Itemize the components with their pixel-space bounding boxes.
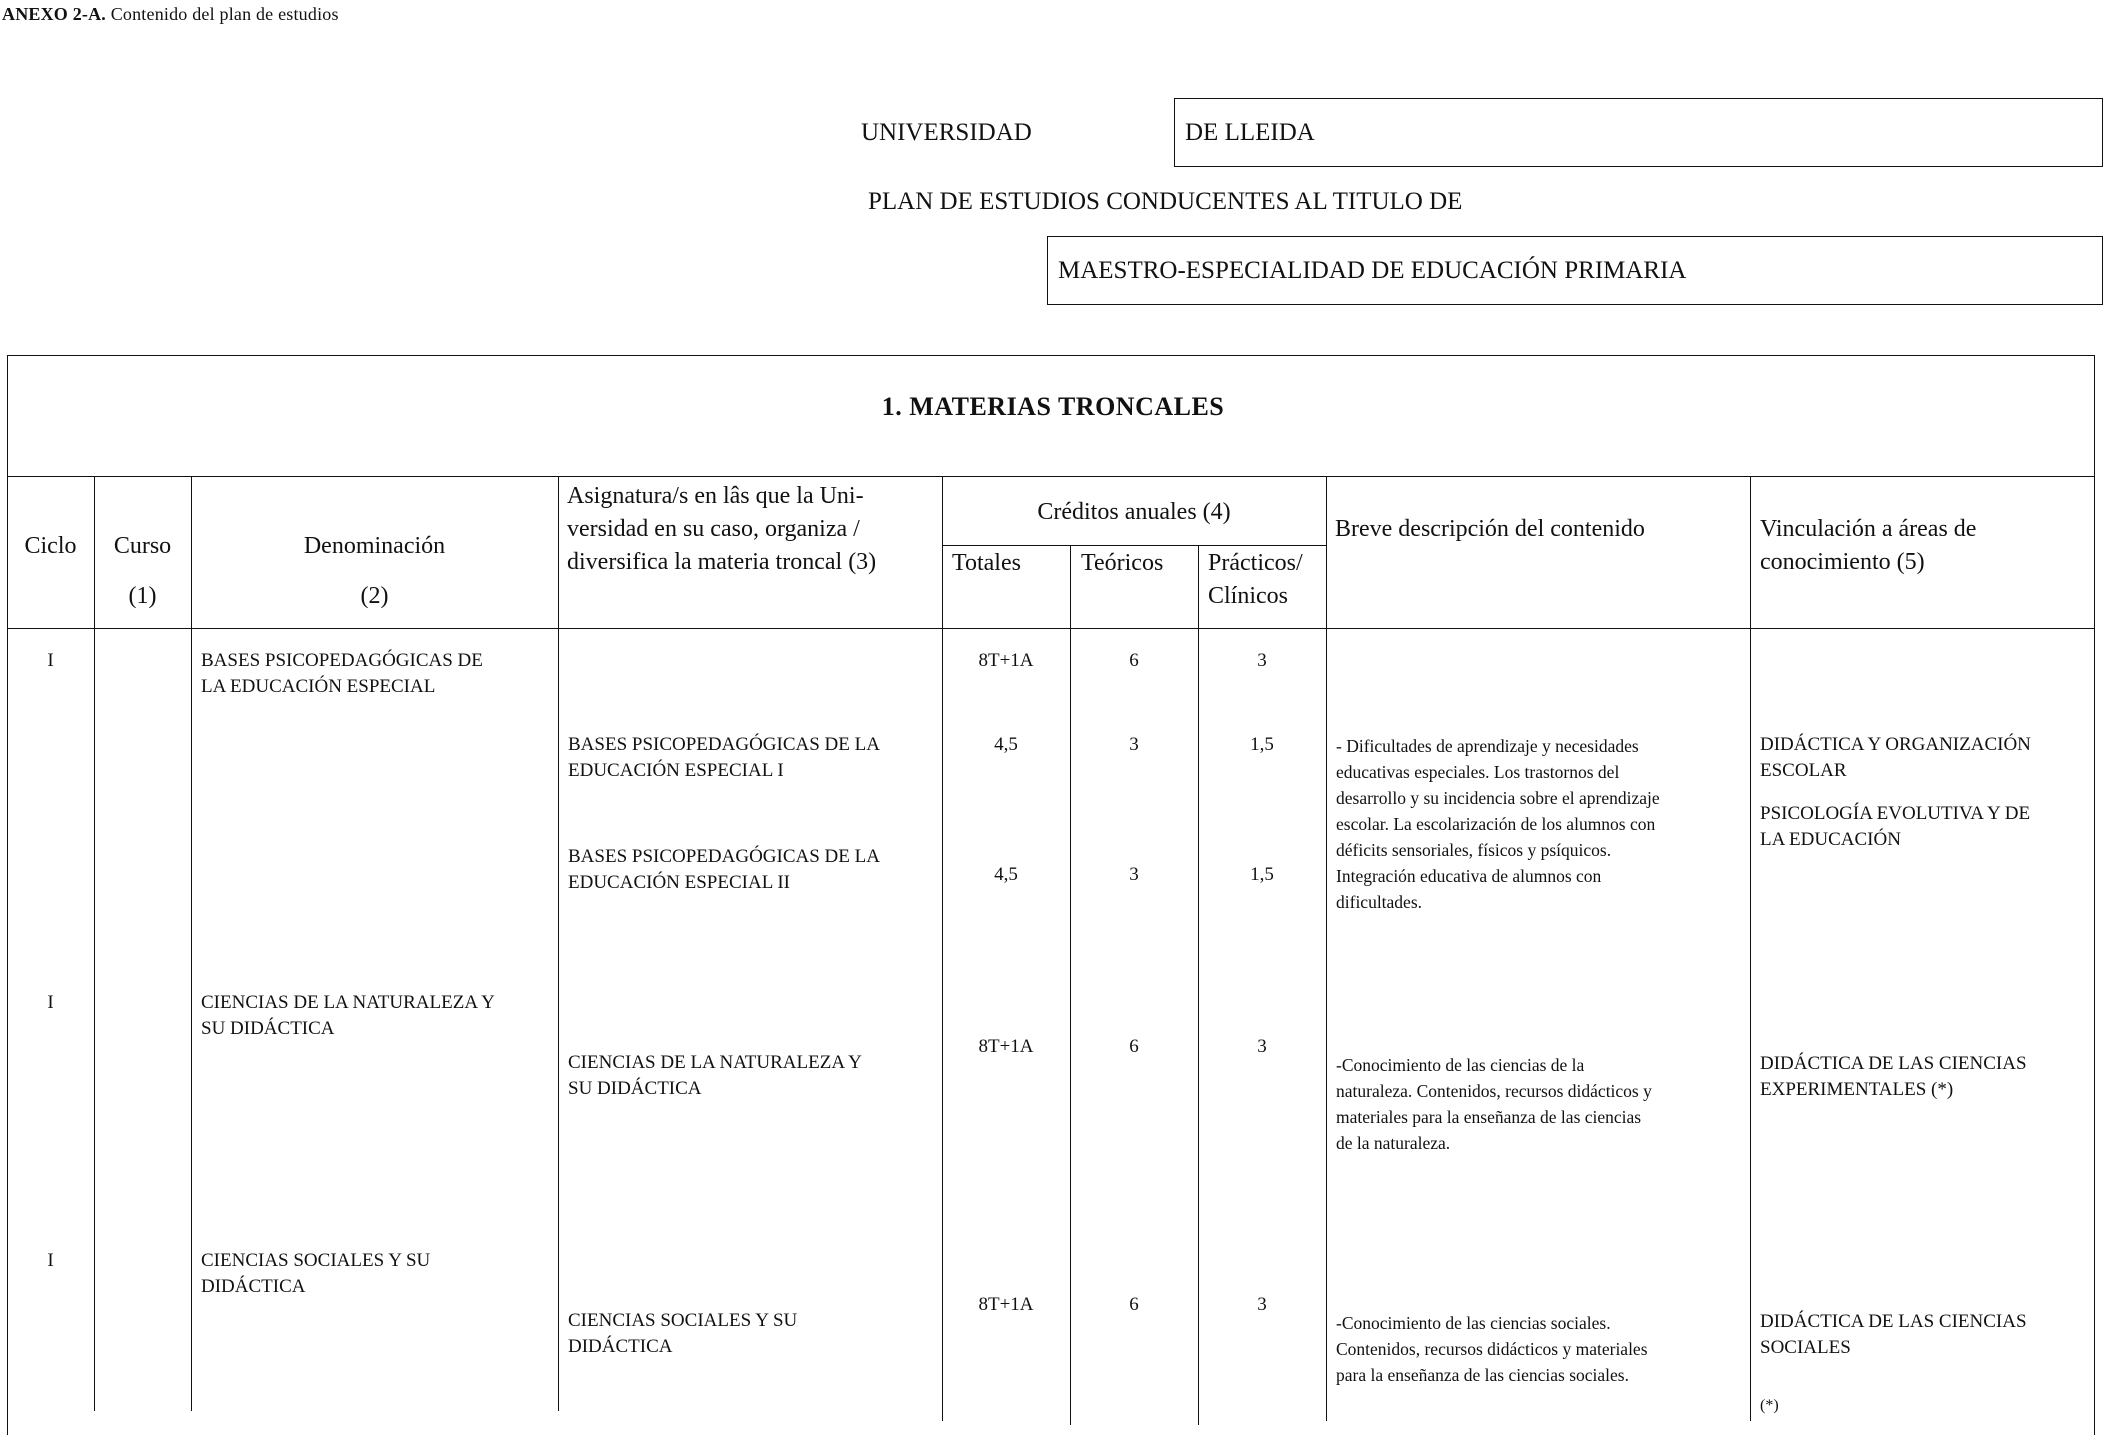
degree-value: MAESTRO-ESPECIALIDAD DE EDUCACIÓN PRIMARIA	[1058, 256, 1687, 284]
row3-area-line: SOCIALES	[1760, 1337, 1851, 1358]
row2-ciclo: I	[47, 992, 54, 1013]
row3-area-line: DIDÁCTICA DE LAS CIENCIAS	[1760, 1311, 2027, 1332]
section-title: 1. MATERIAS TRONCALES	[881, 392, 1225, 421]
row3-area	[1760, 1309, 2095, 1361]
header-descripcion: Breve descripción del contenido	[1335, 516, 1645, 542]
row1-descripcion-line: dificultades.	[1336, 892, 1423, 912]
degree-box	[1047, 236, 2103, 305]
row1-denominacion-line: BASES PSICOPEDAGÓGICAS DE	[201, 650, 483, 671]
header-vinculacion-line: conocimiento (5)	[1760, 549, 1925, 575]
row1-descripcion-line: - Dificultades de aprendizaje y necesidades	[1336, 736, 1639, 756]
row1-descripcion-line: escolar. La escolarización de los alumnos con	[1336, 814, 1656, 834]
row2-asignatura	[568, 1050, 938, 1102]
row1-descripcion-line: desarrollo y su incidencia sobre el aprendizaje	[1336, 788, 1660, 808]
header-practicos-line: Prácticos/	[1208, 550, 1303, 576]
header-practicos	[1208, 547, 1303, 613]
row3-descripcion-line: -Conocimiento de las ciencias sociales.	[1336, 1313, 1611, 1333]
header-practicos-line: Clínicos	[1208, 583, 1289, 609]
row2-denominacion	[201, 990, 551, 1042]
row1-sub2-totales: 4,5	[994, 864, 1018, 885]
row1-area2	[1760, 801, 2095, 853]
row1-descripcion	[1336, 733, 1741, 915]
header-denominacion-note: (2)	[360, 583, 389, 609]
row3-practicos: 3	[1257, 1294, 1267, 1315]
table-divider	[7, 476, 2095, 477]
university-value: DE LLEIDA	[1185, 118, 1315, 146]
row1-descripcion-line: Integración educativa de alumnos con	[1336, 866, 1602, 886]
row2-area	[1760, 1051, 2095, 1103]
col-divider	[1750, 476, 1751, 1421]
col-divider	[558, 476, 559, 1411]
row3-denominacion	[201, 1248, 551, 1300]
row2-denominacion-line: SU DIDÁCTICA	[201, 1018, 335, 1039]
row1-area1-line: DIDÁCTICA Y ORGANIZACIÓN	[1760, 734, 2031, 755]
row1-area1	[1760, 732, 2095, 784]
row3-ciclo: I	[47, 1250, 54, 1271]
header-curso: Curso	[113, 533, 172, 559]
row1-denominacion-line: LA EDUCACIÓN ESPECIAL	[201, 676, 436, 697]
row2-denominacion-line: CIENCIAS DE LA NATURALEZA Y	[201, 992, 495, 1013]
row1-sub1-name	[568, 732, 938, 784]
row3-asignatura	[568, 1308, 938, 1360]
header-asignaturas-line: versidad en su caso, organiza /	[567, 516, 860, 542]
row2-asignatura-line: CIENCIAS DE LA NATURALEZA Y	[568, 1052, 862, 1073]
row1-descripcion-line: educativas especiales. Los trastornos del	[1336, 762, 1620, 782]
row1-totales: 8T+1A	[978, 650, 1034, 671]
row1-descripcion-line: déficits sensoriales, físicos y psíquicos.	[1336, 840, 1612, 860]
header-ciclo: Ciclo	[24, 533, 77, 559]
header-asignaturas	[567, 480, 942, 579]
row3-asignatura-line: DIDÁCTICA	[568, 1336, 673, 1357]
row1-sub2-practicos: 1,5	[1250, 864, 1274, 885]
row2-descripcion	[1336, 1052, 1741, 1156]
row1-area2-line: PSICOLOGÍA EVOLUTIVA Y DE	[1760, 803, 2031, 824]
row1-sub2-name-line: EDUCACIÓN ESPECIAL II	[568, 872, 791, 893]
row1-sub2-name-line: BASES PSICOPEDAGÓGICAS DE LA	[568, 846, 880, 867]
row1-ciclo: I	[47, 650, 54, 671]
annex-text: Contenido del plan de estudios	[110, 4, 339, 24]
row3-descripcion-line: para la enseñanza de las ciencias sociales.	[1336, 1365, 1629, 1385]
row1-area1-line: ESCOLAR	[1760, 760, 1847, 781]
col-divider	[191, 476, 192, 1411]
row3-denominacion-line: CIENCIAS SOCIALES Y SU	[201, 1250, 431, 1271]
row1-sub1-totales: 4,5	[994, 734, 1018, 755]
header-creditos: Créditos anuales (4)	[1037, 499, 1231, 525]
row1-sub1-name-line: EDUCACIÓN ESPECIAL I	[568, 760, 784, 781]
row2-descripcion-line: naturaleza. Contenidos, recursos didácticos y	[1336, 1081, 1652, 1101]
row2-area-line: EXPERIMENTALES (*)	[1760, 1079, 1954, 1100]
row1-sub2-teoricos: 3	[1129, 864, 1139, 885]
header-asignaturas-line: diversifica la materia troncal (3)	[567, 549, 877, 575]
annex-header	[2, 4, 339, 25]
row1-sub2-name	[568, 844, 938, 896]
col-divider	[94, 476, 95, 1411]
annex-prefix: ANEXO 2-A.	[2, 4, 106, 24]
university-box	[1174, 98, 2103, 167]
row3-teoricos: 6	[1129, 1294, 1139, 1315]
header-asignaturas-line: Asignatura/s en lâs que la Uni-	[567, 483, 864, 509]
row2-descripcion-line: de la naturaleza.	[1336, 1133, 1451, 1153]
row3-denominacion-line: DIDÁCTICA	[201, 1276, 306, 1297]
row1-practicos: 3	[1257, 650, 1267, 671]
row3-note: (*)	[1760, 1397, 1779, 1414]
row2-area-line: DIDÁCTICA DE LAS CIENCIAS	[1760, 1053, 2027, 1074]
row3-asignatura-line: CIENCIAS SOCIALES Y SU	[568, 1310, 798, 1331]
header-vinculacion	[1760, 513, 1976, 579]
header-curso-note: (1)	[128, 583, 157, 609]
row3-totales: 8T+1A	[978, 1294, 1034, 1315]
plan-label: PLAN DE ESTUDIOS CONDUCENTES AL TITULO DE	[868, 188, 1463, 215]
col-divider	[1326, 476, 1327, 1421]
row1-sub1-name-line: BASES PSICOPEDAGÓGICAS DE LA	[568, 734, 880, 755]
header-totales: Totales	[952, 550, 1021, 576]
row1-sub1-teoricos: 3	[1129, 734, 1139, 755]
col-divider	[942, 476, 943, 1421]
credits-divider	[942, 545, 1327, 546]
row1-area2-line: LA EDUCACIÓN	[1760, 829, 1901, 850]
row2-practicos: 3	[1257, 1036, 1267, 1057]
header-vinculacion-line: Vinculación a áreas de	[1760, 516, 1977, 542]
row1-teoricos: 6	[1129, 650, 1139, 671]
university-label: UNIVERSIDAD	[861, 119, 1032, 146]
row2-teoricos: 6	[1129, 1036, 1139, 1057]
row2-asignatura-line: SU DIDÁCTICA	[568, 1078, 702, 1099]
row1-sub1-practicos: 1,5	[1250, 734, 1274, 755]
header-teoricos: Teóricos	[1081, 550, 1164, 576]
row3-descripcion	[1336, 1310, 1741, 1388]
row1-denominacion	[201, 648, 551, 700]
row2-descripcion-line: materiales para la enseñanza de las ciencias	[1336, 1107, 1642, 1127]
row3-descripcion-line: Contenidos, recursos didácticos y materiales	[1336, 1339, 1648, 1359]
row2-descripcion-line: -Conocimiento de las ciencias de la	[1336, 1055, 1585, 1075]
row2-totales: 8T+1A	[978, 1036, 1034, 1057]
header-denominacion: Denominación	[303, 533, 446, 559]
header-divider	[7, 628, 2095, 629]
